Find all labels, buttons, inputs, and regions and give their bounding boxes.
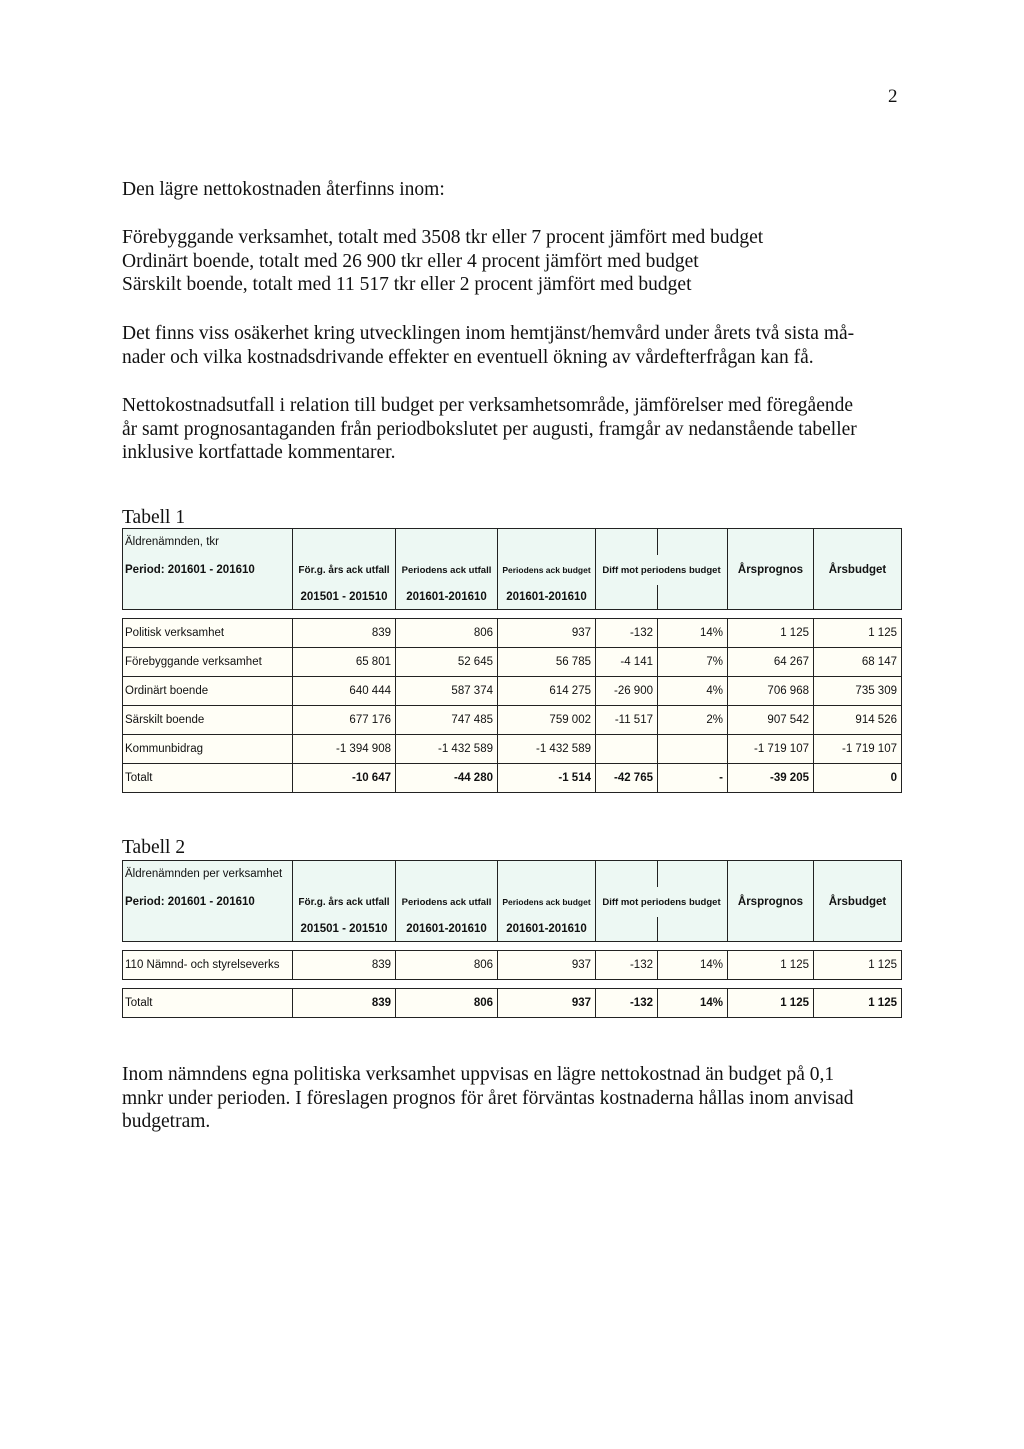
page-number: 2 xyxy=(888,86,898,107)
table-cell: 2% xyxy=(658,706,728,735)
text-line: Den lägre nettokostnaden återfinns inom: xyxy=(122,179,445,200)
table-header-row xyxy=(123,529,902,556)
table-header-row xyxy=(123,585,902,610)
closing-paragraph xyxy=(122,1063,902,1134)
column-subheader: 201501 - 201510 xyxy=(293,585,396,610)
table-cell: 735 309 xyxy=(814,677,902,706)
table-cell: 1 125 xyxy=(814,619,902,648)
table-cell: 65 801 xyxy=(293,648,396,677)
table-cell: -1 432 589 xyxy=(396,735,498,764)
table-row xyxy=(123,951,902,980)
table2 xyxy=(122,860,902,1018)
table-header-row xyxy=(123,887,902,917)
table-cell: 614 275 xyxy=(498,677,596,706)
table-cell: 937 xyxy=(498,619,596,648)
table-cell: 1 125 xyxy=(728,951,814,980)
text-line: Det finns viss osäkerhet kring utvecklingen inom hemtjänst/hemvård under årets två sista må- xyxy=(122,323,855,344)
column-header: Diff mot periodens budget xyxy=(596,887,728,917)
table-total-row xyxy=(123,989,902,1018)
column-header: Årsbudget xyxy=(814,887,902,917)
table-cell: 747 485 xyxy=(396,706,498,735)
table-cell: 907 542 xyxy=(728,706,814,735)
table-cell: -10 647 xyxy=(293,764,396,793)
table-cell: 1 125 xyxy=(728,989,814,1018)
table-cell: 68 147 xyxy=(814,648,902,677)
text-line: Nettokostnadsutfall i relation till budget per verksamhetsområde, jämförelser med föregående xyxy=(122,395,854,416)
table-cell: -132 xyxy=(596,989,658,1018)
row-label: Politisk verksamhet xyxy=(123,619,293,648)
intro-paragraph xyxy=(122,178,902,202)
table-cell: 7% xyxy=(658,648,728,677)
list-line: Ordinärt boende, totalt med 26 900 tkr eller 4 procent jämfört med budget xyxy=(122,250,699,272)
table-cell: 806 xyxy=(396,951,498,980)
table-header-row xyxy=(123,861,902,888)
column-header: För.g. års ack utfall xyxy=(293,887,396,917)
table-title: Äldrenämnden, tkr xyxy=(123,529,293,556)
table-cell: -1 719 107 xyxy=(814,735,902,764)
table-cell: -4 141 xyxy=(596,648,658,677)
table-cell: 759 002 xyxy=(498,706,596,735)
column-header: Årsprognos xyxy=(728,555,814,585)
list-line: Förebyggande verksamhet, totalt med 3508 tkr eller 7 procent jämfört med budget xyxy=(122,227,764,248)
column-subheader: 201601-201610 xyxy=(396,585,498,610)
table-cell: -1 394 908 xyxy=(293,735,396,764)
table-cell: -132 xyxy=(596,619,658,648)
table-cell: 806 xyxy=(396,989,498,1018)
table-cell: -1 514 xyxy=(498,764,596,793)
table-row xyxy=(123,619,902,648)
text-line: Inom nämndens egna politiska verksamhet uppvisas en lägre nettokostnad än budget på 0,1 xyxy=(122,1064,835,1085)
table-cell: -1 719 107 xyxy=(728,735,814,764)
table-cell: 937 xyxy=(498,989,596,1018)
table-cell: 839 xyxy=(293,989,396,1018)
table-cell: - xyxy=(658,764,728,793)
table-header-row xyxy=(123,555,902,585)
table-cell: 640 444 xyxy=(293,677,396,706)
text-line: inklusive kortfattade kommentarer. xyxy=(122,442,396,463)
table-header-row xyxy=(123,917,902,942)
column-subheader: 201601-201610 xyxy=(498,917,596,942)
text-line: år samt prognosantaganden från periodbokslutet per augusti, framgår av nedanstående tabeller xyxy=(122,418,857,440)
table-cell xyxy=(596,735,658,764)
row-label: Totalt xyxy=(123,989,293,1018)
table1 xyxy=(122,528,902,793)
table2-caption: Tabell 2 xyxy=(122,837,186,858)
row-label: Totalt xyxy=(123,764,293,793)
table-cell: 839 xyxy=(293,951,396,980)
table-row xyxy=(123,648,902,677)
table-cell: 1 125 xyxy=(814,989,902,1018)
list-line: Särskilt boende, totalt med 11 517 tkr eller 2 procent jämfört med budget xyxy=(122,274,692,295)
column-header: Årsprognos xyxy=(728,887,814,917)
table-cell: -39 205 xyxy=(728,764,814,793)
table-cell: 56 785 xyxy=(498,648,596,677)
table-cell xyxy=(658,735,728,764)
table-row xyxy=(123,735,902,764)
table-period: Period: 201601 - 201610 xyxy=(123,555,293,585)
table-cell: -44 280 xyxy=(396,764,498,793)
column-subheader: 201601-201610 xyxy=(498,585,596,610)
table-cell: -132 xyxy=(596,951,658,980)
column-header: Periodens ack budget xyxy=(498,555,596,585)
table-row xyxy=(123,677,902,706)
table-total-row xyxy=(123,764,902,793)
row-label: Kommunbidrag xyxy=(123,735,293,764)
row-label: Särskilt boende xyxy=(123,706,293,735)
row-label: 110 Nämnd- och styrelseverks xyxy=(123,951,293,980)
text-line: budgetram. xyxy=(122,1111,211,1132)
table-cell: 14% xyxy=(658,951,728,980)
table-cell: -11 517 xyxy=(596,706,658,735)
column-subheader: 201601-201610 xyxy=(396,917,498,942)
column-subheader: 201501 - 201510 xyxy=(293,917,396,942)
table-cell: 14% xyxy=(658,989,728,1018)
table-cell: 14% xyxy=(658,619,728,648)
column-header: För.g. års ack utfall xyxy=(293,555,396,585)
table-cell: 806 xyxy=(396,619,498,648)
table-cell: 4% xyxy=(658,677,728,706)
table1-caption: Tabell 1 xyxy=(122,507,186,528)
column-header: Diff mot periodens budget xyxy=(596,555,728,585)
column-header: Periodens ack utfall xyxy=(396,555,498,585)
table-cell: 937 xyxy=(498,951,596,980)
table-cell: 677 176 xyxy=(293,706,396,735)
table-cell: 914 526 xyxy=(814,706,902,735)
table-cell: 64 267 xyxy=(728,648,814,677)
table-cell: -1 432 589 xyxy=(498,735,596,764)
table-title: Äldrenämnden per verksamhet xyxy=(123,861,293,888)
table-cell: 0 xyxy=(814,764,902,793)
table-row xyxy=(123,706,902,735)
reduction-list xyxy=(122,226,902,297)
table-cell: 839 xyxy=(293,619,396,648)
table-cell: 706 968 xyxy=(728,677,814,706)
table-period: Period: 201601 - 201610 xyxy=(123,887,293,917)
text-line: nader och vilka kostnadsdrivande effekter en eventuell ökning av vårdefterfrågan kan få. xyxy=(122,346,814,368)
text-line: mnkr under perioden. I föreslagen prognos för året förväntas kostnaderna hållas inom anvisad xyxy=(122,1087,854,1109)
row-label: Förebyggande verksamhet xyxy=(123,648,293,677)
column-header: Periodens ack budget xyxy=(498,887,596,917)
uncertainty-paragraph xyxy=(122,322,902,369)
table-cell: 1 125 xyxy=(728,619,814,648)
row-label: Ordinärt boende xyxy=(123,677,293,706)
table-cell: 52 645 xyxy=(396,648,498,677)
outcome-paragraph xyxy=(122,394,902,465)
table-cell: -26 900 xyxy=(596,677,658,706)
table-cell: 1 125 xyxy=(814,951,902,980)
column-header: Periodens ack utfall xyxy=(396,887,498,917)
column-header: Årsbudget xyxy=(814,555,902,585)
table-cell: -42 765 xyxy=(596,764,658,793)
table-cell: 587 374 xyxy=(396,677,498,706)
